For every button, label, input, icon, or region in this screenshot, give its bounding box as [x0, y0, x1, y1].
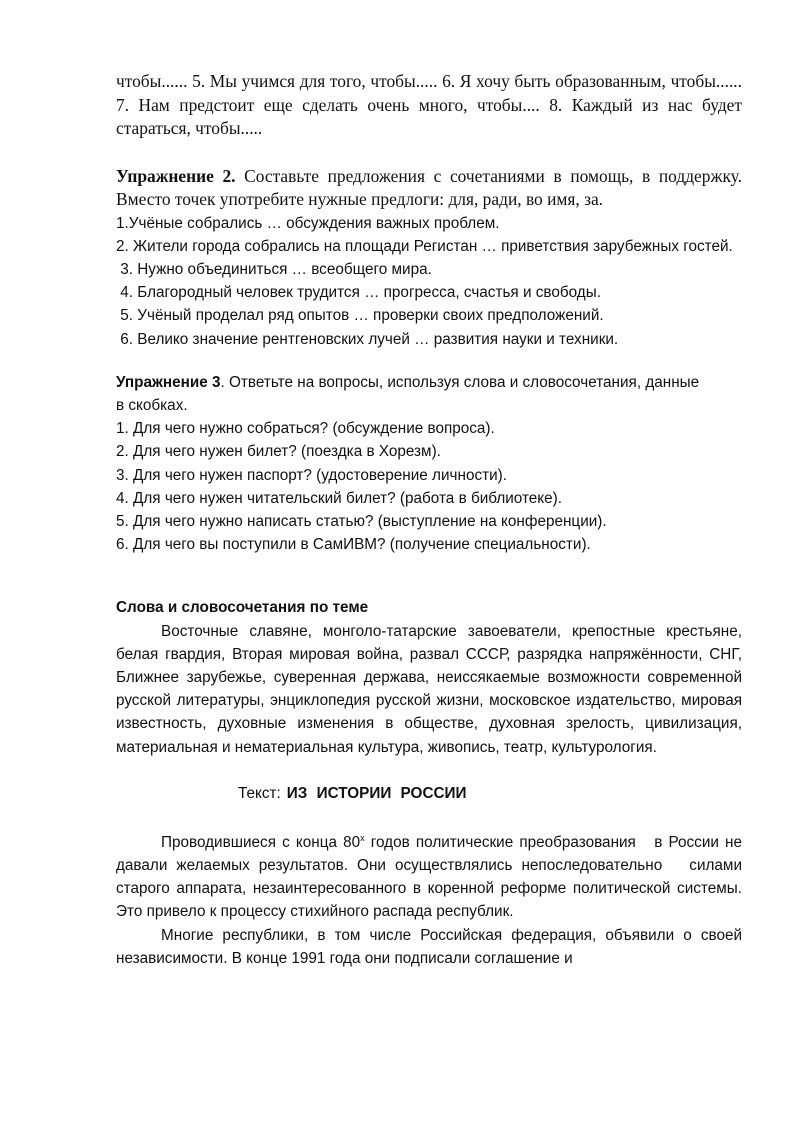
text-body: [116, 831, 747, 970]
vocabulary-heading: Слова и словосочетания по теме: [116, 599, 369, 617]
intro-paragraph: чтобы...... 5. Мы учимся для того, чтобы..... 6. Я хочу быть образованным, чтобы...... 7. Нам предстоит еще сделать очень много, чтобы.... 8. Каждый из нас будет стараться, чтобы.....: [116, 71, 742, 138]
exercise-2-item: 2. Жители города собрались на площади Регистан … приветствия зарубежных гостей.: [116, 237, 733, 255]
text-paragraph-1-start: Проводившиеся с конца 80: [161, 833, 361, 851]
exercise-2-item: 1.Учёные собрались … обсуждения важных проблем.: [116, 214, 500, 232]
exercise-2-label: Упражнение 2.: [116, 165, 236, 186]
spacer: [116, 141, 742, 165]
text-paragraph-1-rest: годов политические преобразования в России не давали желаемых результатов. Они осуществлялись непоследовательно силами старого аппарата, незаинтересованного в коренной реформе политической системы. Это привело к процессу стихийного распада республик.: [116, 833, 747, 921]
text-title-name: ИЗ ИСТОРИИ РОССИИ: [286, 784, 467, 802]
text-paragraph-1-superscript: х: [360, 832, 365, 843]
exercise-2-item: 5. Учёный проделал ряд опытов … проверки своих предположений.: [116, 307, 604, 325]
exercise-3-item: 4. Для чего нужен читательский билет? (работа в библиотеке).: [116, 489, 563, 507]
text-paragraph-2: Многие республики, в том числе Российская федерация, объявили о своей независимости. В конце 1991 года они подписали соглашение и: [116, 926, 742, 967]
exercise-3-item: 1. Для чего нужно собраться? (обсуждение вопроса).: [116, 420, 495, 438]
exercise-3-item: 5. Для чего нужно написать статью? (выступление на конференции).: [116, 512, 607, 530]
document-page: [116, 70, 747, 970]
spacer: [116, 351, 742, 371]
exercise-2-item: 3. Нужно объединиться … всеобщего мира.: [116, 260, 432, 278]
exercise-3-item: 2. Для чего нужен билет? (поездка в Хорезм).: [116, 443, 441, 461]
exercise-2-item: 4. Благородный человек трудится … прогресса, счастья и свободы.: [116, 284, 601, 302]
text-title-label: Текст:: [238, 784, 281, 802]
vocabulary-body: Восточные славяне, монголо-татарские завоеватели, крепостные крестьяне, белая гвардия, Вторая мировая война, развал СССР, разрядка напряжённости, СНГ, Ближнее зарубежье, суверенная держава, неиссякаемые возможности современной русской литературы, энциклопедия русской жизни, московское издательство, мировая известность, духовные изменения в обществе, духовная зрелость, цивилизация, материальная и нематериальная культура, живопись, театр, культурология.: [116, 622, 742, 756]
spacer: [116, 556, 742, 596]
exercise-3-instruction: [116, 371, 706, 417]
exercise-3-label: Упражнение 3: [116, 373, 221, 391]
exercise-2: [116, 165, 742, 351]
exercise-2-list: [116, 212, 742, 351]
exercise-2-item: 6. Велико значение рентгеновских лучей … развития науки и техники.: [116, 330, 619, 348]
text-title: [238, 785, 742, 803]
exercise-3: [116, 371, 742, 557]
exercise-3-instruction-text: . Ответьте на вопросы, используя слова и словосочетания, данные в скобках.: [116, 373, 700, 414]
text-paragraph-1: [116, 831, 747, 924]
exercise-2-instruction-text: Составьте предложения с сочетаниями в помощь, в поддержку. Вместо точек употребите нужные предлоги: для, ради, во имя, за.: [116, 165, 742, 209]
exercise-3-item: 3. Для чего нужен паспорт? (удостоверение личности).: [116, 466, 507, 484]
exercise-3-item: 6. Для чего вы поступили в СамИВМ? (получение специальности).: [116, 536, 591, 554]
vocabulary-section: [116, 596, 742, 758]
exercise-2-instruction: [116, 165, 742, 212]
